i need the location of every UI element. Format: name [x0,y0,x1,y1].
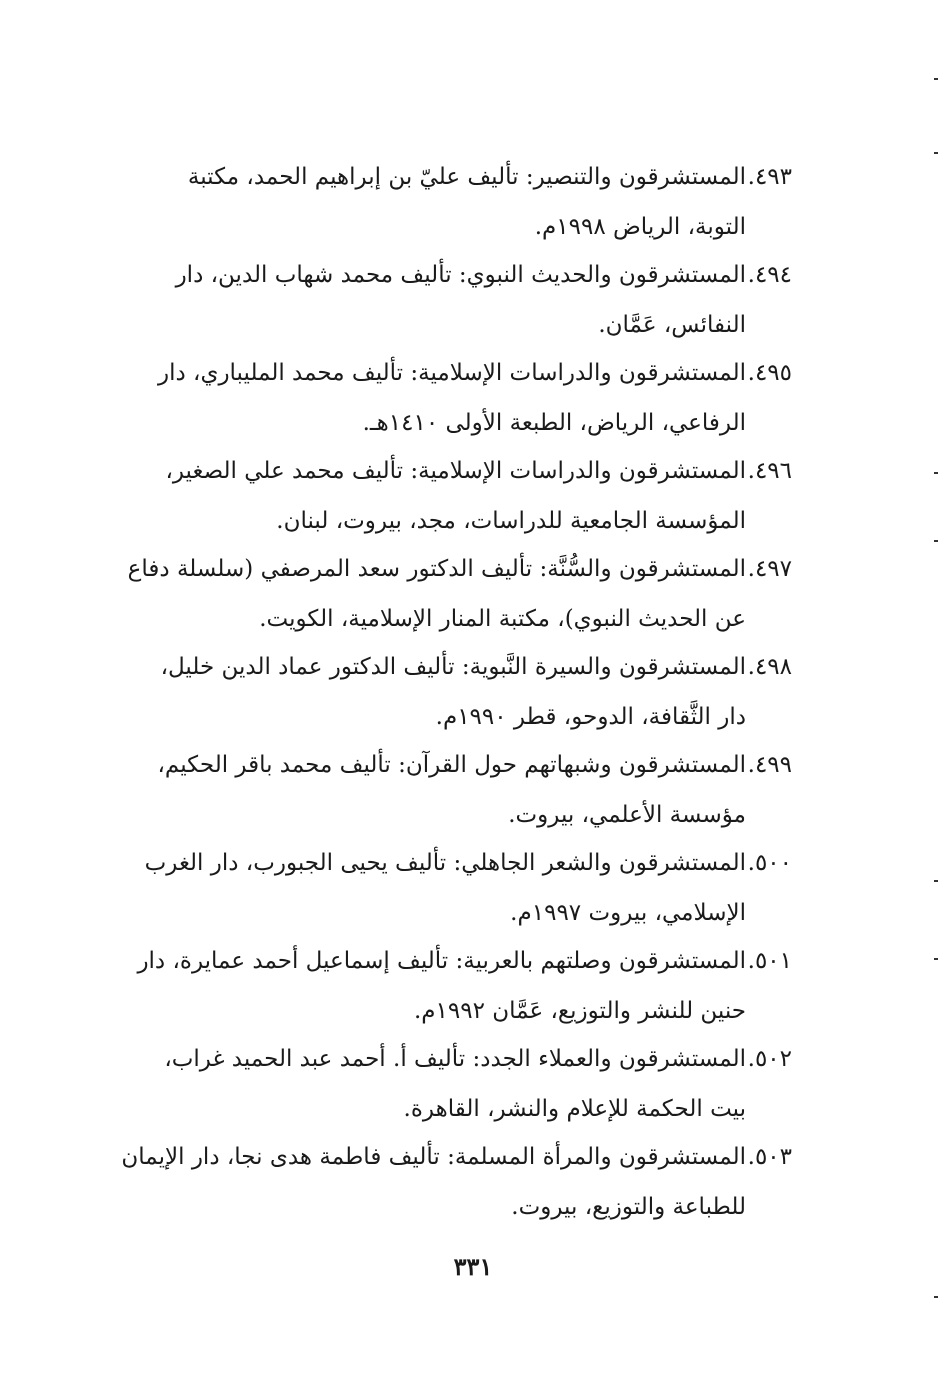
bibliography-entry-498 [112,642,792,740]
entry-line-2: النفائس، عَمَّان. [598,312,746,338]
entry-number: ٥٠٢. [747,1046,792,1072]
page-number: ٣٣١ [453,1252,493,1281]
entry-number: ٤٩٧. [747,556,792,582]
bibliography-entry-495 [112,348,792,446]
entry-number: ٤٩٨. [747,654,792,680]
entry-line-1: المستشرقون والعملاء الجدد: تأليف أ. أحمد عبد الحميد غراب، [164,1046,746,1072]
entry-line-1: المستشرقون والشعر الجاهلي: تأليف يحيى الجبورب، دار الغرب [144,850,746,876]
bibliography-entry-493 [112,152,792,250]
entry-line-1: المستشرقون والدراسات الإسلامية: تأليف محمد المليباري، دار [157,360,746,386]
entry-number: ٤٩٤. [747,262,792,288]
entry-line-1: المستشرقون والتنصير: تأليف عليّ بن إبراهيم الحمد، مكتبة [187,164,746,190]
bibliography-entry-496 [112,446,792,544]
entry-line-1: المستشرقون والسُّنَّة: تأليف الدكتور سعد المرصفي (سلسلة دفاع [127,556,746,582]
entry-line-2: بيت الحكمة للإعلام والنشر، القاهرة. [403,1096,746,1122]
entry-number: ٥٠٣. [747,1144,792,1170]
entry-line-1: المستشرقون وشبهاتهم حول القرآن: تأليف محمد باقر الحكيم، [157,752,746,778]
entry-line-1: المستشرقون والحديث النبوي: تأليف محمد شهاب الدين، دار [175,262,746,288]
bibliography-entry-494 [112,250,792,348]
entry-line-2: للطباعة والتوزيع، بيروت. [511,1194,746,1220]
entry-number: ٥٠١. [747,948,792,974]
entry-line-2: عن الحديث النبوي)، مكتبة المنار الإسلامية، الكويت. [259,606,746,632]
bibliography-entry-502 [112,1034,792,1132]
entry-line-2: حنين للنشر والتوزيع، عَمَّان ١٩٩٢م. [413,998,746,1024]
bibliography-entry-497 [112,544,792,642]
entry-line-2: الإسلامي، بيروت ١٩٩٧م. [510,900,746,926]
bibliography-list [112,152,792,1230]
entry-line-2: المؤسسة الجامعية للدراسات، مجد، بيروت، لبنان. [276,508,746,534]
scan-mark [934,78,938,80]
entry-line-1: المستشرقون والدراسات الإسلامية: تأليف محمد علي الصغير، [165,458,746,484]
entry-line-2: التوبة، الرياض ١٩٩٨م. [534,214,746,240]
entry-number: ٤٩٣. [747,164,792,190]
entry-number: ٤٩٦. [747,458,792,484]
scan-mark [934,540,938,542]
bibliography-entry-503 [112,1132,792,1230]
entry-number: ٤٩٩. [747,752,792,778]
entry-line-1: المستشرقون والمرأة المسلمة: تأليف فاطمة هدى نجا، دار الإيمان [121,1144,746,1170]
entry-line-2: مؤسسة الأعلمي، بيروت. [508,802,746,828]
entry-line-2: دار الثَّقافة، الدوحو، قطر ١٩٩٠م. [435,704,746,730]
entry-line-2: الرفاعي، الرياض، الطبعة الأولى ١٤١٠هـ. [362,410,746,436]
scan-mark [934,472,938,474]
entry-line-1: المستشرقون والسيرة النَّبوية: تأليف الدكتور عماد الدين خليل، [160,654,746,680]
bibliography-entry-501 [112,936,792,1034]
entry-number: ٥٠٠. [747,850,792,876]
bibliography-entry-499 [112,740,792,838]
bibliography-entry-500 [112,838,792,936]
scan-mark [934,152,938,154]
scan-mark [934,1296,938,1298]
scan-mark [934,880,938,882]
entry-number: ٤٩٥. [747,360,792,386]
scan-mark [934,958,938,960]
entry-line-1: المستشرقون وصلتهم بالعربية: تأليف إسماعيل أحمد عمايرة، دار [137,948,746,974]
